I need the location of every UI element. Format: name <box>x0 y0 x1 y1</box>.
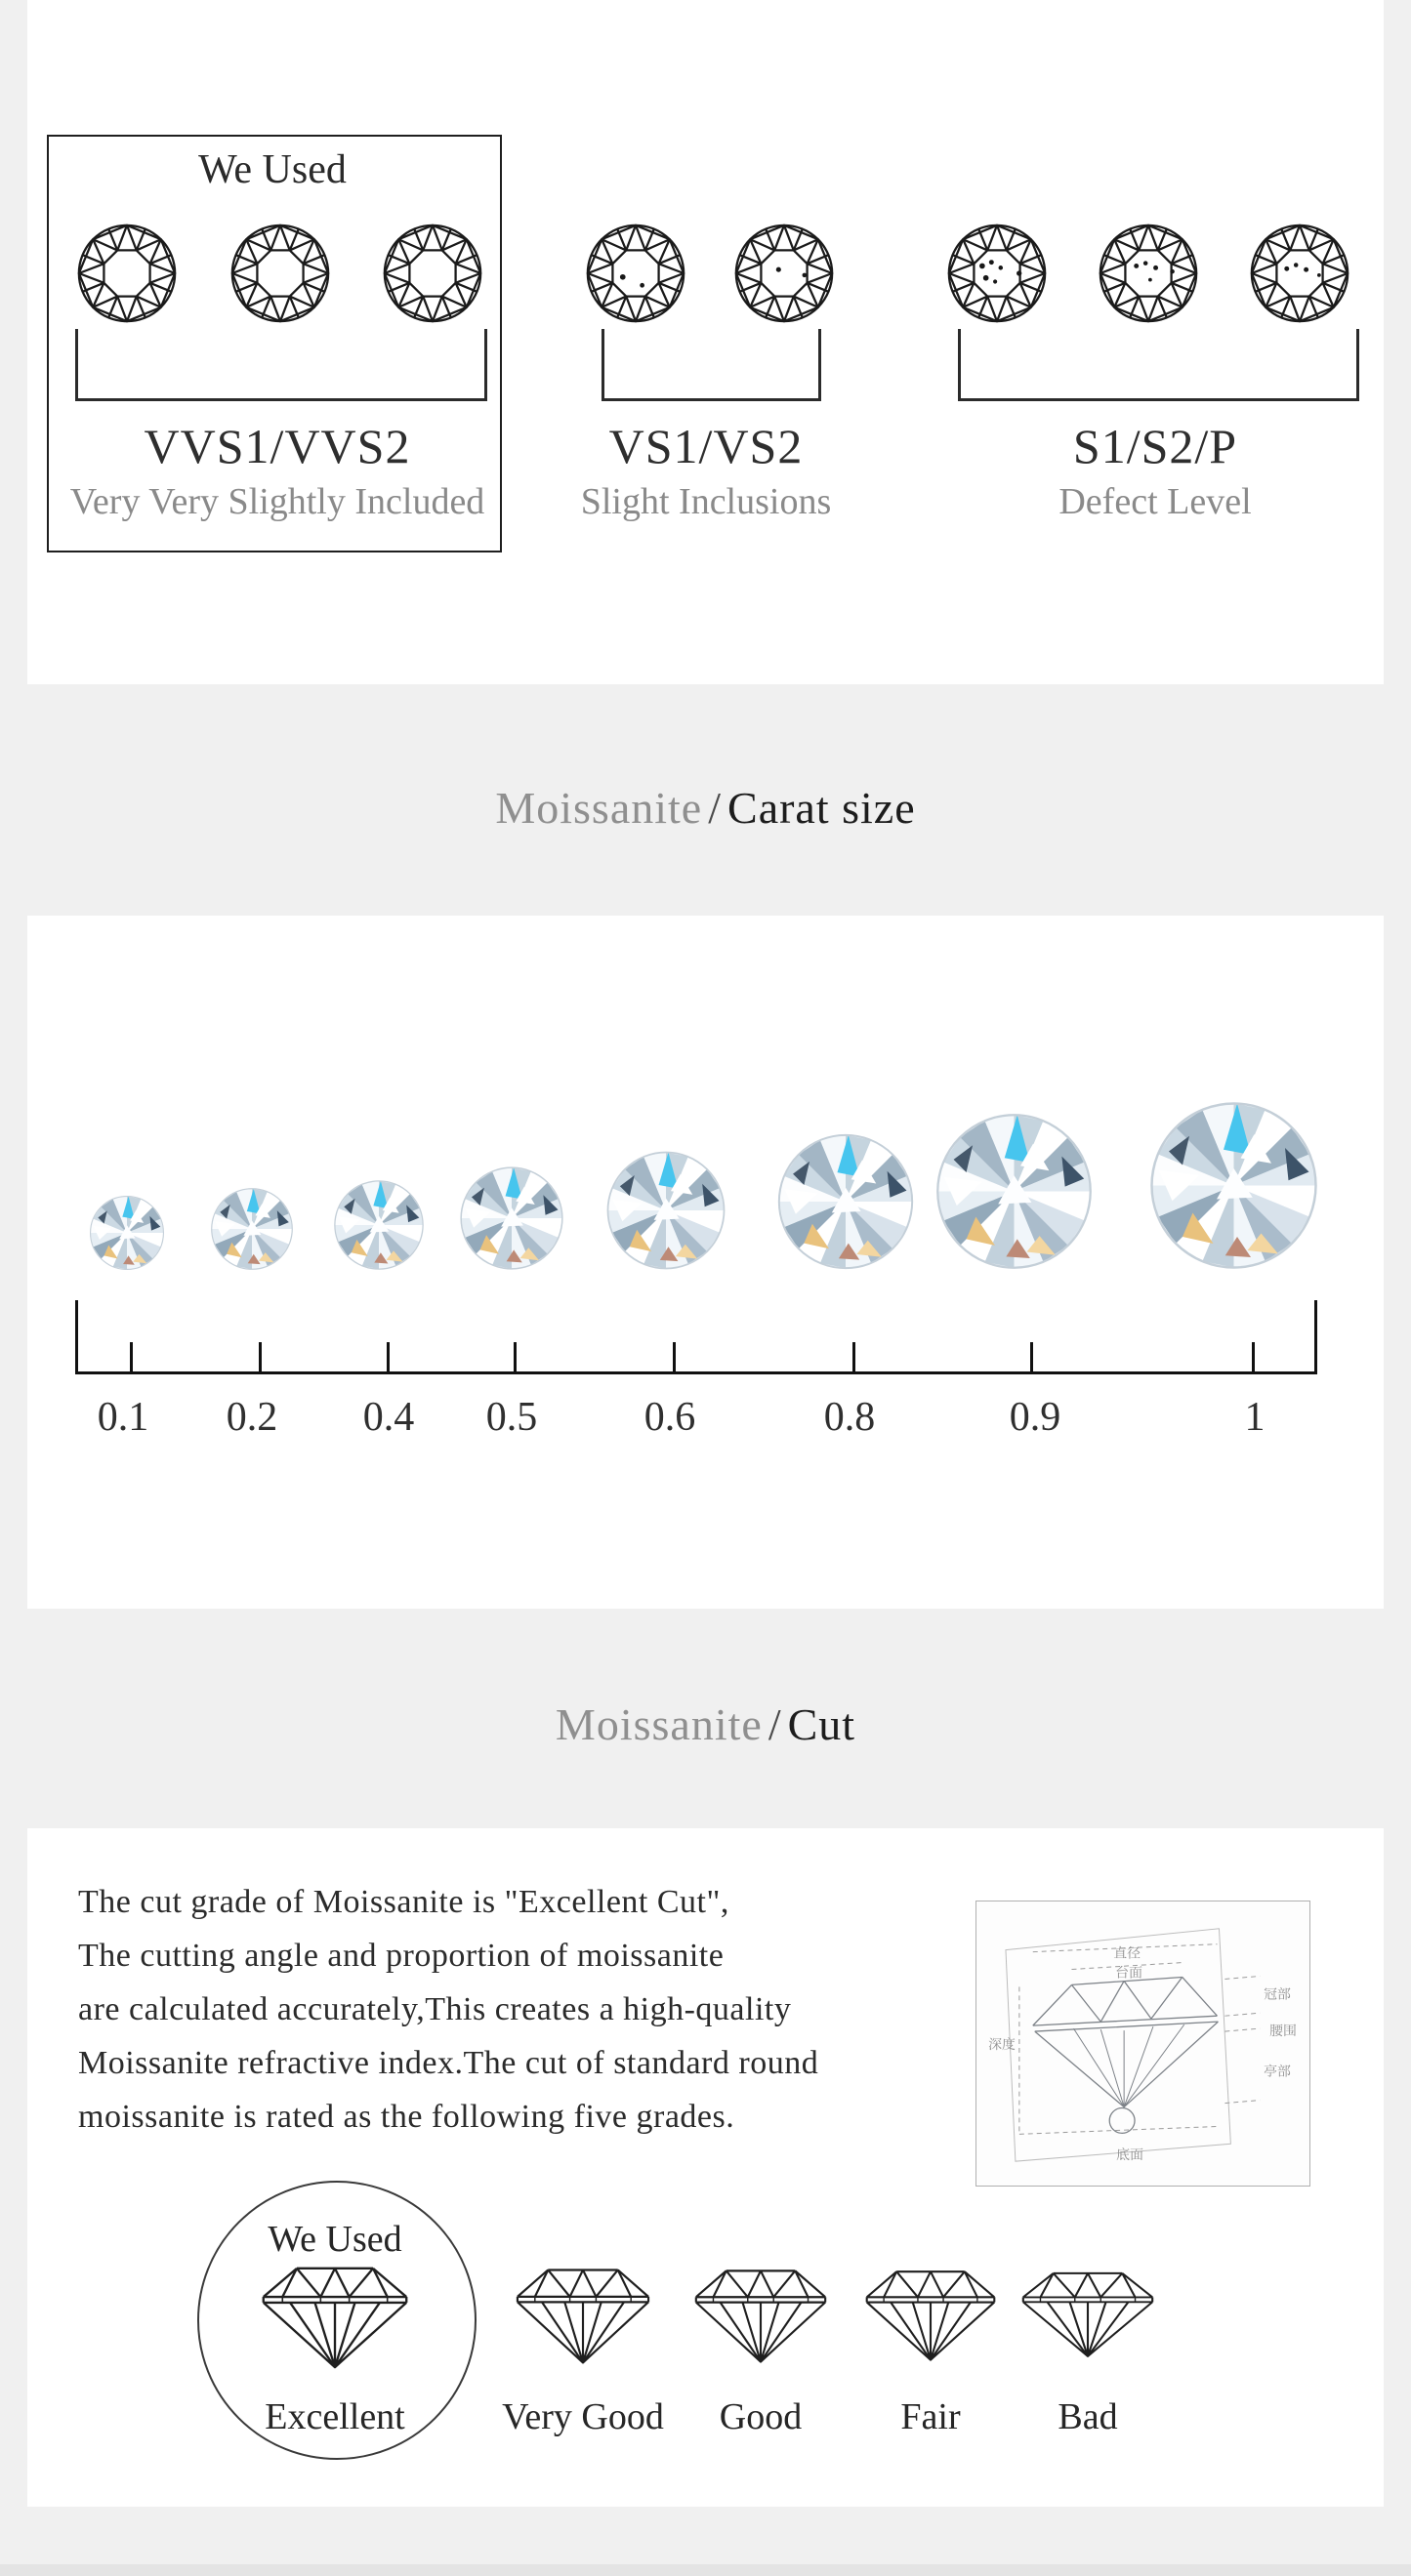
we-used-label: We Used <box>268 2219 402 2260</box>
carat-value-label: 0.5 <box>485 1395 538 1440</box>
carat-gem <box>210 1187 294 1271</box>
ruler-tick <box>1252 1342 1255 1374</box>
carat-gem <box>459 1165 564 1271</box>
carat-value-label: 0.6 <box>643 1395 696 1440</box>
ruler-tick <box>852 1342 855 1374</box>
cut-grade-diamond <box>1015 2269 1161 2360</box>
cut-paragraph-line: The cutting angle and proportion of moissanite <box>78 1938 725 1974</box>
carat-value-label: 1 <box>1244 1395 1266 1440</box>
cut-proportion-diagram <box>976 1901 1307 2184</box>
clarity-gem <box>1098 223 1199 324</box>
clarity-bracket <box>958 329 1359 401</box>
cut-grade-diamond <box>254 2263 416 2372</box>
diagram-label-pavilion: 亭部 <box>1264 2063 1291 2079</box>
diagram-label-culet: 底面 <box>1116 2147 1143 2163</box>
ruler-tick <box>1030 1342 1033 1374</box>
clarity-gem <box>585 223 686 324</box>
clarity-card <box>27 0 1384 684</box>
cut-proportion-diagram-box <box>975 1901 1310 2187</box>
title-separator: / <box>768 1699 782 1749</box>
title-part-dark: Carat size <box>727 783 916 833</box>
cut-grade-label: Very Good <box>502 2396 664 2437</box>
carat-value-label: 0.1 <box>97 1395 149 1440</box>
cut-grade-label: Bad <box>1058 2396 1118 2437</box>
carat-gem <box>89 1195 165 1271</box>
title-part-dark: Cut <box>787 1699 856 1749</box>
cut-paragraph-line: are calculated accurately,This creates a high-quality <box>78 1991 792 2027</box>
ruler-tick <box>130 1342 133 1374</box>
carat-value-label: 0.4 <box>362 1395 415 1440</box>
clarity-gem <box>76 223 178 324</box>
clarity-bracket <box>602 329 821 401</box>
carat-gem <box>934 1112 1094 1271</box>
clarity-grade-label: VS1/VS2 <box>608 419 804 473</box>
diagram-label-table: 台面 <box>1115 1964 1142 1981</box>
section-title-cut <box>0 1698 1411 1750</box>
cut-grade-diamond <box>687 2266 834 2366</box>
carat-gem <box>605 1150 726 1271</box>
clarity-gem <box>946 223 1048 324</box>
diagram-label-girdle: 腰围 <box>1269 2023 1297 2039</box>
cut-grade-label: Excellent <box>265 2396 405 2437</box>
ruler-tick <box>514 1342 517 1374</box>
clarity-grade-description: Defect Level <box>1058 481 1252 522</box>
diagram-label-diameter: 直径 <box>1113 1944 1141 1961</box>
clarity-gem <box>229 223 331 324</box>
carat-value-label: 0.9 <box>1009 1395 1061 1440</box>
diagram-label-depth: 深度 <box>988 2035 1016 2052</box>
diagram-label-crown: 冠部 <box>1264 1985 1291 2002</box>
carat-value-label: 0.2 <box>226 1395 278 1440</box>
cut-paragraph-line: Moissanite refractive index.The cut of standard round <box>78 2045 819 2081</box>
cut-grade-label: Good <box>719 2396 803 2437</box>
cut-paragraph-line: moissanite is rated as the following five grades. <box>78 2099 735 2135</box>
cut-paragraph-line: The cut grade of Moissanite is "Excellent Cut", <box>78 1884 729 1920</box>
title-part-gray: Moissanite <box>495 783 703 833</box>
clarity-gem <box>733 223 835 324</box>
cut-grade-label: Fair <box>900 2396 961 2437</box>
carat-gem <box>333 1179 425 1271</box>
section-title-carat <box>0 782 1411 834</box>
clarity-gem <box>382 223 483 324</box>
clarity-gem <box>1249 223 1350 324</box>
cut-grade-diamond <box>858 2267 1003 2364</box>
cut-card <box>27 1828 1384 2507</box>
carat-gem <box>1148 1100 1319 1271</box>
title-separator: / <box>708 783 723 833</box>
clarity-grade-label: VVS1/VVS2 <box>144 419 411 473</box>
we-used-label: We Used <box>198 147 347 192</box>
carat-card <box>27 916 1384 1609</box>
carat-value-label: 0.8 <box>823 1395 876 1440</box>
carat-gem <box>776 1132 915 1271</box>
ruler-tick <box>387 1342 390 1374</box>
clarity-grade-description: Very Very Slightly Included <box>69 481 485 522</box>
bottom-strip <box>0 2564 1411 2576</box>
ruler-tick <box>673 1342 676 1374</box>
ruler-end-tick-left <box>75 1300 78 1374</box>
clarity-bracket <box>75 329 487 401</box>
ruler-tick <box>259 1342 262 1374</box>
clarity-grade-description: Slight Inclusions <box>580 481 832 522</box>
ruler-end-tick-right <box>1314 1300 1317 1374</box>
clarity-grade-label: S1/S2/P <box>1072 419 1238 473</box>
title-part-gray: Moissanite <box>555 1699 763 1749</box>
cut-grade-diamond <box>509 2265 657 2367</box>
